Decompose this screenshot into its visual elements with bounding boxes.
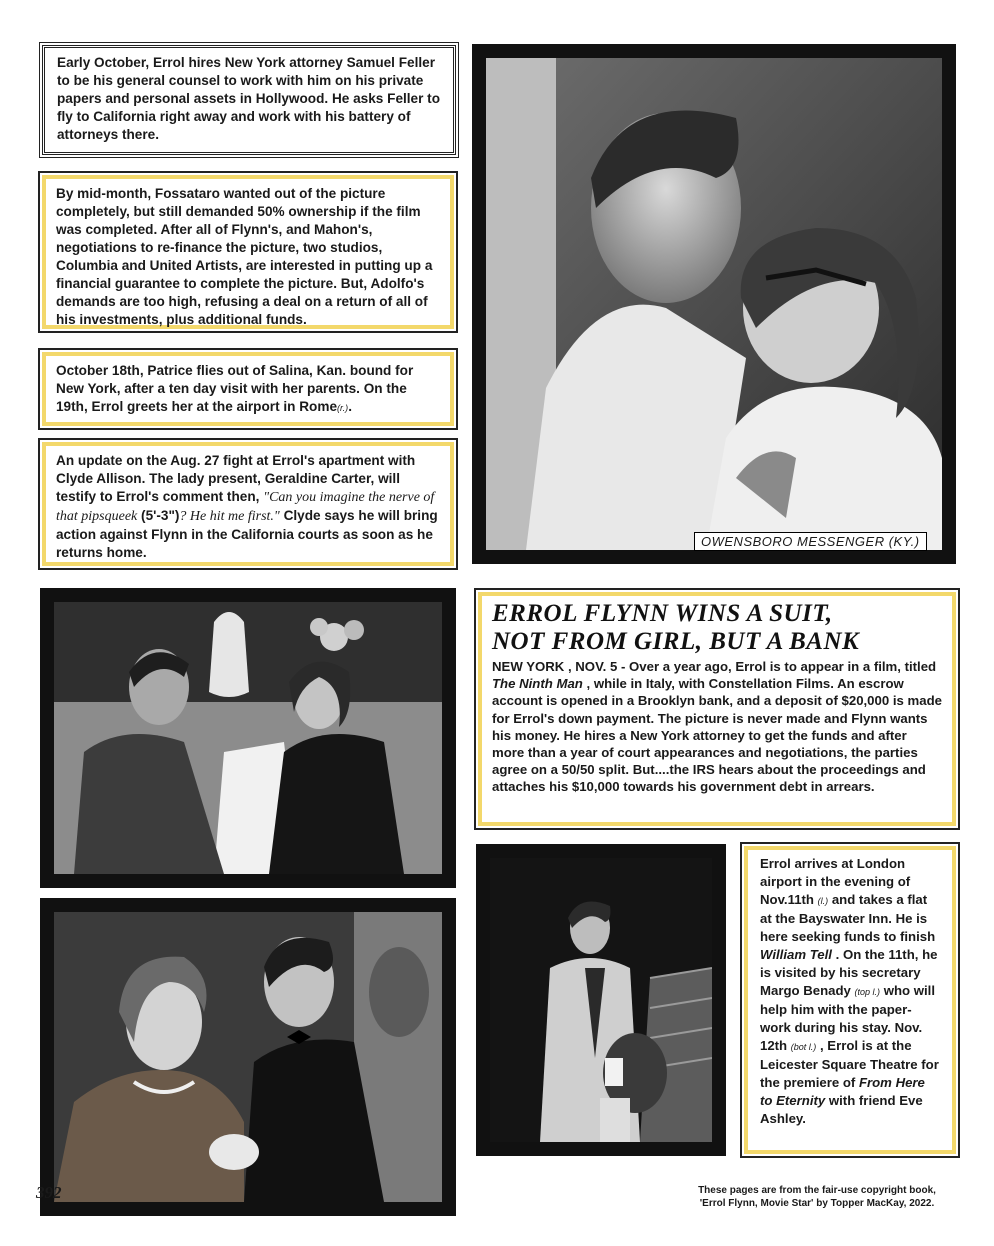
note-left: (l.) xyxy=(817,896,829,906)
text-box-feller-text: Early October, Errol hires New York attorney Samuel Feller to be his general counsel to work with him on his private papers and personal assets in Hollywood. He asks Feller to fly to California right away and work with his battery of attorneys there. xyxy=(57,55,441,142)
london-t2: and takes a flat at the Bayswater Inn. He is here seeking funds to finish xyxy=(760,892,936,944)
page-number: 392 xyxy=(36,1183,62,1202)
london-film-william-tell: William Tell xyxy=(760,947,832,962)
article-headline-line-1: ERROL FLYNN WINS A SUIT, xyxy=(492,600,833,627)
credit-line-1: These pages are from the fair-use copyright book, xyxy=(698,1185,936,1196)
text-box-patrice xyxy=(42,352,454,426)
text-box-fight-update xyxy=(42,442,454,566)
photo-premiere-eve-ashley xyxy=(40,898,456,1216)
photo-london-airport-image xyxy=(490,858,712,1142)
text-box-patrice-end: . xyxy=(348,399,352,414)
article-body-a: - Over a year ago, Errol is to appear in a film, titled xyxy=(617,659,937,674)
credit-line-2: 'Errol Flynn, Movie Star' by Topper MacKay, 2022. xyxy=(699,1198,935,1209)
photo-caption-owensboro: OWENSBORO MESSENGER (KY.) xyxy=(694,532,927,551)
london-film-eternity: From Here to Eternity xyxy=(760,1075,925,1108)
photo-couple-sofa-image xyxy=(54,602,442,874)
fight-text-a: An update on the Aug. 27 fight at Errol's apartment with Clyde Allison. The lady present, Geraldine Carter, will testify to Errol's comment then, xyxy=(56,453,416,504)
london-t3: . On the 11th, he is visited by his secretary Margo Benady xyxy=(760,947,938,998)
article-dateline: NEW YORK , NOV. 5 xyxy=(492,659,618,674)
article-film-title: The Ninth Man xyxy=(492,676,583,692)
text-box-patrice-text: October 18th, Patrice flies out of Salina, Kan. bound for New York, after a ten day visit with her parents. On the 19th, Errol greets her at the airport in Rome xyxy=(56,363,414,414)
photo-premiere-image xyxy=(54,912,442,1202)
london-t6: with friend Eve Ashley. xyxy=(760,1093,923,1126)
fight-quote-b: ? He hit me first." xyxy=(179,509,280,524)
photo-couple-sofa xyxy=(40,588,456,888)
note-right: (r.) xyxy=(337,403,349,413)
london-t1: Errol arrives at London airport in the evening of Nov.11th xyxy=(760,856,911,907)
text-box-london xyxy=(744,846,956,1154)
credit-note xyxy=(672,1184,962,1210)
note-top-left: (top l.) xyxy=(854,987,881,997)
photo-airport-greeting xyxy=(472,44,956,564)
article-body xyxy=(492,658,942,796)
text-box-fossataro xyxy=(42,175,454,329)
text-box-fossataro-text: By mid-month, Fossataro wanted out of the picture completely, but still demanded 50% ownership if the film was completed. After all of Flynn's, and Mahon's, negotiations to re-finance the picture, two studios, Columbia and United Artists, are interested in putting up a financial guarantee to complete the picture. But, Adolfo's demands are too high, refusing a deal on a return of all of his investments, plus additional funds. xyxy=(56,186,433,327)
text-box-feller xyxy=(42,45,456,155)
london-t5: , Errol is at the Leicester Square Theatre for the premiere of xyxy=(760,1038,939,1090)
fight-text-b: Clyde says he will bring action against Flynn in the California courts as soon as he returns home. xyxy=(56,508,438,560)
article-headline-line-2: NOT FROM GIRL, BUT A BANK xyxy=(492,628,860,655)
london-t4: who will help him with the paper-work during his stay. Nov. 12th xyxy=(760,983,935,1053)
photo-london-airport xyxy=(476,844,726,1156)
note-bot-left: (bot l.) xyxy=(790,1042,817,1052)
article-bank-suit xyxy=(478,592,956,826)
photo-airport-greeting-image xyxy=(486,58,942,550)
fight-quote-a: "Can you imagine the nerve of that pipsqueek xyxy=(56,490,435,524)
article-body-b: , while in Italy, with Constellation Films. An escrow account is opened in a Brooklyn bank, and a deposit of $20,000 is made for Errol's down payment. The picture is never made and Flynn wants his money. He hires a New York attorney to get the funds and after more than a year of court appearances and negotiations, the parties agree on a 50/50 split. But....the IRS hears about the proceedings and attaches his $10,000 towards his government debt in arrears. xyxy=(492,676,942,795)
fight-height: (5'-3") xyxy=(137,508,180,523)
